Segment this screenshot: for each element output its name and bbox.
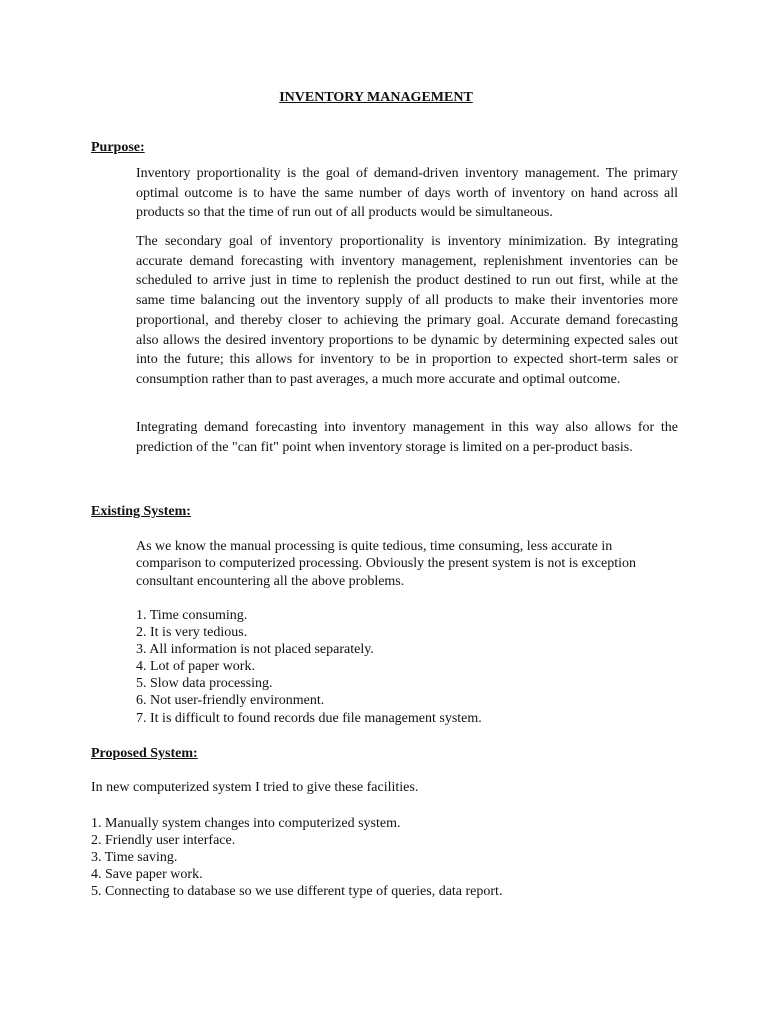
list-item: 4. Save paper work. [91, 867, 203, 883]
proposed-system-heading: Proposed System: [91, 746, 198, 761]
proposed-system-facility-list [91, 815, 502, 900]
list-item: 3. All information is not placed separately. [136, 642, 374, 658]
existing-system-heading: Existing System: [91, 504, 191, 519]
list-item: 6. Not user-friendly environment. [136, 693, 325, 709]
existing-system-problem-list [136, 607, 482, 727]
existing-system-intro: As we know the manual processing is quite tedious, time consuming, less accurate in comparison to computerized processing. Obviously the present system is not is exception consultant encountering all the above problems. [136, 539, 637, 589]
list-item: 2. It is very tedious. [136, 625, 248, 641]
list-item: 7. It is difficult to found records due file management system. [136, 710, 482, 726]
purpose-paragraph-3: Integrating demand forecasting into inventory management in this way also allows for the prediction of the "can fit" point when inventory storage is limited on a per-product basis. [136, 420, 678, 455]
list-item: 3. Time saving. [91, 850, 178, 866]
list-item: 4. Lot of paper work. [136, 659, 255, 675]
list-item: 2. Friendly user interface. [91, 833, 236, 849]
list-item: 5. Slow data processing. [136, 676, 273, 692]
list-item: 1. Manually system changes into computerized system. [91, 816, 401, 831]
purpose-heading: Purpose: [91, 140, 145, 155]
proposed-system-intro: In new computerized system I tried to give these facilities. [91, 780, 419, 795]
document-title: INVENTORY MANAGEMENT [279, 90, 473, 105]
purpose-paragraph-2: The secondary goal of inventory proportionality is inventory minimization. By integrating accurate demand forecasting with inventory management, replenishment inventories can be scheduled to arrive just in time to replenish the product destined to run out first, while at the same time balancing out the inventory supply of all products to make their inventories more proportional, and thereby closer to achieving the primary goal. Accurate demand forecasting also allows the desired inventory proportions to be dynamic by determining expected sales out into the future; this allows for inventory to be in proportion to expected short-term sales or consumption rather than to past averages, a much more accurate and optimal outcome. [136, 234, 678, 387]
list-item: 5. Connecting to database so we use different type of queries, data report. [91, 884, 503, 900]
list-item: 1. Time consuming. [136, 608, 248, 623]
purpose-paragraph-1: Inventory proportionality is the goal of demand-driven inventory management. The primary optimal outcome is to have the same number of days worth of inventory on hand across all products so that the time of run out of all products would be simultaneous. [136, 166, 678, 221]
